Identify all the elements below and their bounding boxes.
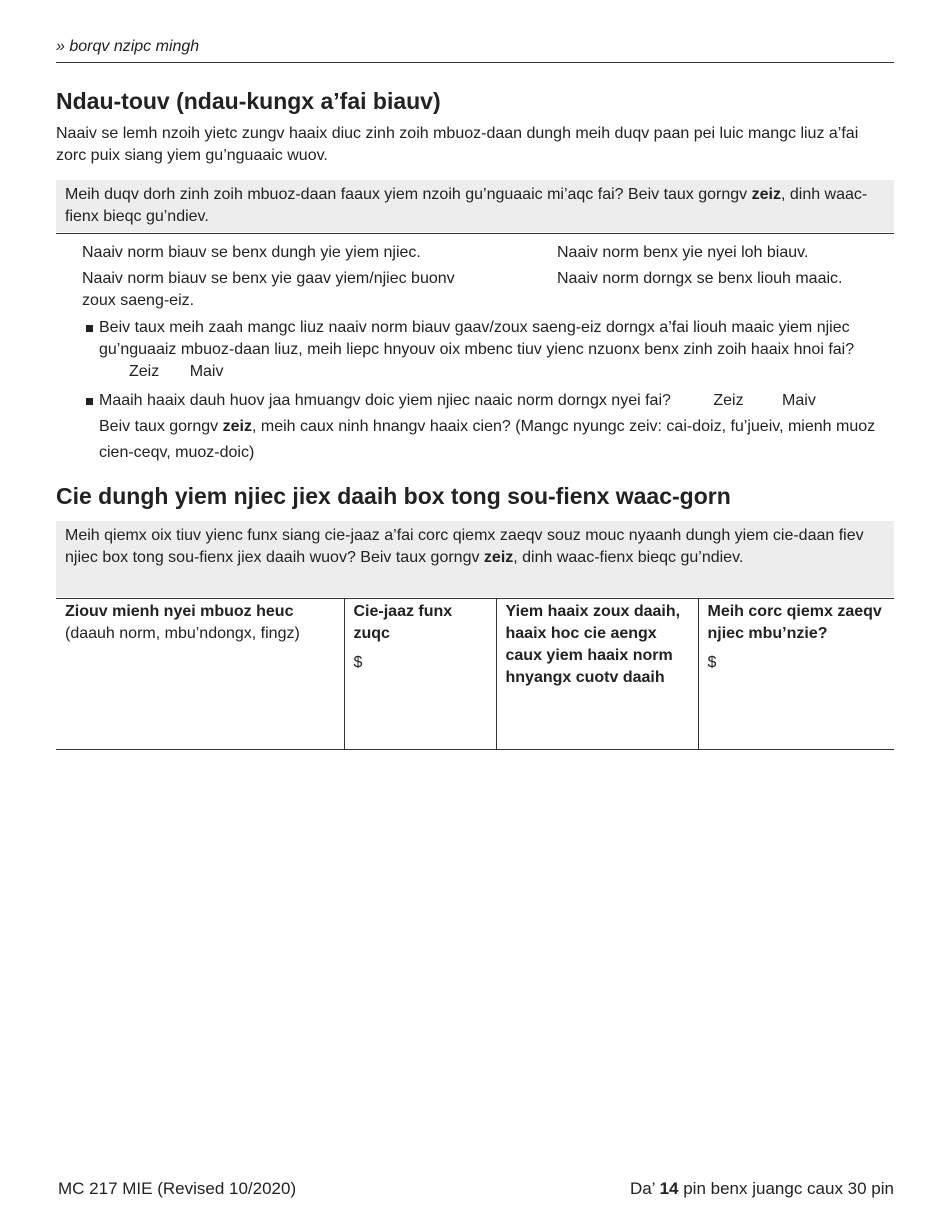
option-label: Naaiv norm biauv se benx dungh yie yiem njiec.: [82, 244, 421, 261]
table-row: [56, 599, 894, 750]
bullet-question-relative: Maaih haaix dauh huov jaa hmuangv doic yiem njiec naaic norm dorngx nyei fai?: [99, 392, 671, 409]
no-checkbox[interactable]: Maiv: [782, 392, 816, 409]
breadcrumb: » borqv nzipc mingh: [56, 38, 894, 63]
section-title-housing: Ndau-touv (ndau-kungx a’fai biauv): [56, 88, 441, 114]
yes-checkbox[interactable]: Zeiz: [713, 392, 744, 409]
currency-symbol: $: [353, 654, 363, 671]
option-label: Naaiv norm biauv se benx yie gaav yiem/njiec buonv zoux saeng-eiz.: [82, 270, 455, 309]
bullet-list: [84, 317, 894, 466]
option-label: Naaiv norm benx yie nyei loh biauv.: [557, 244, 809, 261]
question-box-property: Meih duqv dorh zinh zoih mbuoz-daan faaux yiem nzoih gu’nguaaic mi’aqc fai? Beiv taux gorngv zeiz, dinh waac-fienx bieqc gu’ndiev.: [56, 180, 894, 232]
option-business-home[interactable]: [82, 268, 492, 312]
bullet-question-return: Beiv taux meih zaah mangc liuz naaiv norm biauv gaav/zoux saeng-eiz dorngx a’fai liouh maaic yiem njiec gu’nguaaiz mbuoz-daan liuz, meih liepc hnyouv oix mbenc tiuv yienc nzuonx benx zinh zoih haaix hnoi fai?: [99, 319, 855, 358]
form-id: MC 217 MIE (Revised 10/2020): [58, 1179, 297, 1198]
list-item: [84, 317, 894, 383]
debts-table: [56, 598, 894, 750]
option-relative-home[interactable]: [557, 242, 894, 264]
cell-lender-name[interactable]: Ziouv mienh nyei mbuoz heuc (daauh norm, mbu’ndongx, fingz): [56, 599, 344, 750]
page-number: Da’ 14 pin benx juangc caux 30 pin: [629, 1179, 894, 1198]
option-for-sale[interactable]: [557, 268, 894, 290]
section-title-debts: Cie dungh yiem njiec jiex daaih box tong sou-fienx waac-gorn: [56, 483, 731, 509]
list-item: [84, 390, 894, 412]
currency-symbol: $: [707, 654, 717, 671]
yes-checkbox[interactable]: Zeiz: [129, 363, 160, 380]
section-intro: Naaiv se lemh nzoih yietc zungv haaix diuc zinh zoih mbuoz-daan dungh meih duqv paan pei luic mangc liuz a’fai zorc puix siang yiem gu’nguaaic wuov.: [56, 125, 859, 164]
divider: [56, 233, 894, 234]
cell-origin-date[interactable]: Yiem haaix zoux daaih, haaix hoc cie aengx caux yiem haaix norm hnyangx cuotv daaih: [496, 599, 698, 750]
option-label: Naaiv norm dorngx se benx liouh maaic.: [557, 270, 843, 287]
option-home[interactable]: [82, 242, 522, 264]
cell-balance-remaining[interactable]: Meih corc qiemx zaeqv njiec mbu’nzie? $: [698, 599, 894, 750]
question-box-debts: Meih qiemx oix tiuv yienc funx siang cie-jaaz a’fai corc qiemx zaeqv souz mouc nyaanh dungh yiem cie-daan fiev njiec box tong sou-fienx jiex daaih wuov? Beiv taux gorngv zeiz, dinh waac-fienx bieqc gu’ndiev.: [56, 521, 894, 597]
no-checkbox[interactable]: Maiv: [189, 363, 224, 380]
followup-question: Beiv taux gorngv zeiz, meih caux ninh hnangv haaix cien? (Mangc nyungc zeiv: cai-doiz, fu’jueiv, mienh muoz cien-ceqv, muoz-doic): [99, 418, 876, 461]
cell-amount-owed[interactable]: Cie-jaaz funx zuqc $: [344, 599, 496, 750]
